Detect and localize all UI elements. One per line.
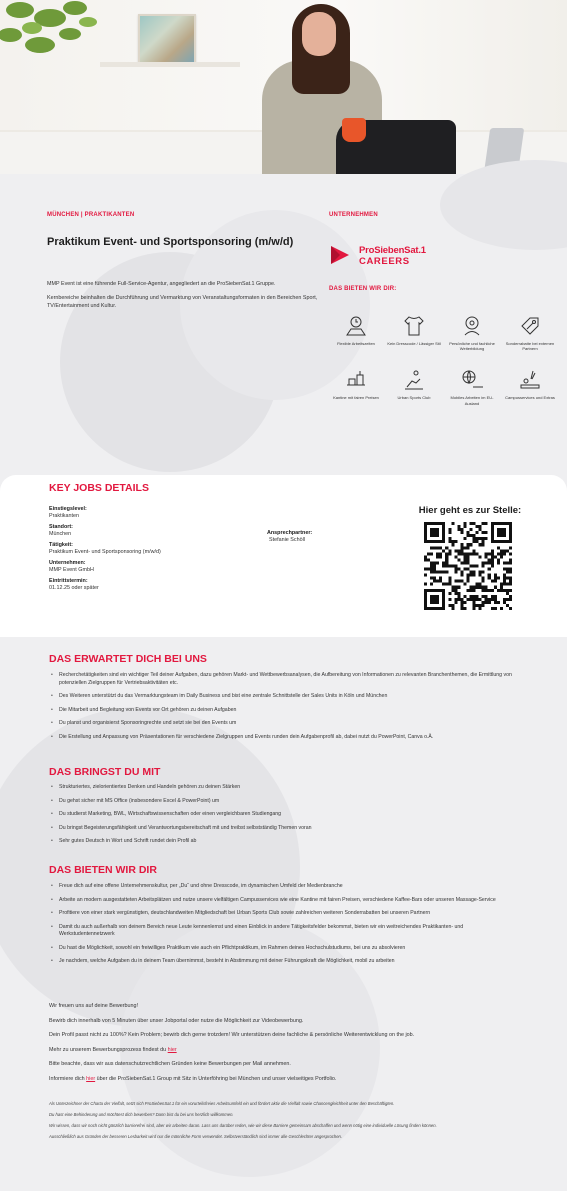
key-jobs-card <box>0 475 567 637</box>
fine-print: Als Unterzeichner der Charta der Vielfalt, setzt sich ProSiebenSat.1 für ein vorurteilsfreies Arbeitsumfeld ein und fördert aktiv die Vielfalt sowie Chancengleichheit unter den Beschäftigten. Du hast eine Behinderung und möchtest dich bewerben? Dann bist du bei uns herzlich willkommen. Wir wissen, dass wir noch nicht gänzlich barrierefrei sind, aber wir arbeiten daran. Lass uns darüber reden, wie wir diese Barriere gemeinsam abschaffen und wenn nötig eine individuelle Lösung finden können. Ausschließlich aus Gründen der besseren Lesbarkeit wird nur die männliche Form verwendet. Selbstverständlich sind immer alle Geschlechter angesprochen. <box>49 1101 437 1140</box>
detail-item: Eintrittstermin: 01.12.25 oder später <box>49 578 99 591</box>
benefits-label: DAS BIETEN WIR DIR: <box>329 286 397 292</box>
benefit-item: Sonderrabatte bei externen Partnern <box>503 313 557 351</box>
list-item: • Profitiere von einer stark vergünstigten, deutschlandweiten Mitgliedschaft bei Urban Sports Club sowie zahlreichen weiteren Sonderrabatten bei unseren Partnern <box>49 910 519 918</box>
benefit-item: Flexible Arbeitszeiten <box>329 313 383 351</box>
key-jobs-list <box>49 506 249 596</box>
list-item: • Je nachdem, welche Aufgaben du in deinem Team übernimmst, besteht in Abstimmung mit deiner Führungskraft die Möglichkeit, mobil zu arbeiten <box>49 958 519 966</box>
sports-club-icon <box>401 367 427 393</box>
intro-paragraph: MMP Event ist eine führende Full-Service-Agentur, angegliedert an die ProSiebenSat.1 Gruppe. <box>47 281 276 287</box>
benefit-grid <box>329 313 554 406</box>
list-item: • Strukturiertes, zielorientiertes Denken und Handeln gehören zu deinen Stärken <box>49 784 519 792</box>
qr-title: Hier geht es zur Stelle: <box>418 505 522 516</box>
detail-item: Einstiegslevel: Praktikanten <box>49 506 87 519</box>
list-item: • Freue dich auf eine offene Unternehmenskultur, per „Du“ und ohne Dresscode, im dynamischen Umfeld der Medienbranche <box>49 883 519 891</box>
list-item: • Du studierst Marketing, BWL, Wirtschaftswissenschaften oder einen vergleichbaren Studiengang <box>49 811 519 819</box>
offer-list <box>49 883 519 972</box>
contact-person: Ansprechpartner: Stefanie Schöll <box>267 530 313 543</box>
list-item: • Arbeite an modern ausgestatteten Arbeitsplätzen und nutze unsere vielfältigen Campusservices wie eine Kantine mit fairen Preisen, verschiedene Kaffee-Bars oder unseren Massage-Service <box>49 897 519 905</box>
remote-work-icon <box>459 367 485 393</box>
company-info-link[interactable]: hier <box>86 1075 96 1082</box>
job-intro <box>47 212 327 310</box>
dresscode-icon <box>401 313 427 339</box>
brand-sub: CAREERS <box>359 256 410 267</box>
brand-logo <box>329 244 554 268</box>
list-item: • Die Mitarbeit und Begleitung von Events vor Ort gehören zu deinen Aufgaben <box>49 707 519 715</box>
intro-paragraph: Kernbereiche beinhalten die Durchführung und Vermarktung von Veranstaltungsformaten in den Bereichen Sport, TV/Entertainment und Kultur. <box>47 295 318 310</box>
company-panel <box>329 212 554 292</box>
detail-item: Standort: München <box>49 524 73 537</box>
list-item: • Du bringst Begeisterungsfähigkeit und Verantwortungsbereitschaft mit und treibst selbstständig Themen voran <box>49 825 519 833</box>
benefit-item: Urban Sports Club <box>387 367 441 405</box>
qr-code[interactable] <box>424 522 512 610</box>
company-label: UNTERNEHMEN <box>329 212 378 218</box>
list-item: • Recherchetätigkeiten sind ein wichtiger Teil deiner Aufgaben, dazu gehören Markt- und Wettbewerbsanalysen, die Aufbereitung von Informationen zu relevanten Branchenthemen, die Ermittlung von potenziellen Zielgruppen für Vertriebsaktivitäten etc. <box>49 672 519 687</box>
canteen-icon <box>343 367 369 393</box>
training-icon <box>459 313 485 339</box>
mobile-work-icon <box>343 313 369 339</box>
list-item: • Die Erstellung und Anpassung von Präsentationen für verschiedene Zielgruppen und Events runden dein Aufgabenprofil ab, dabei nutzt du PowerPoint, Canva o.Ä. <box>49 734 519 742</box>
detail-item: Tätigkeit: Praktikum Event- und Sportsponsoring (m/w/d) <box>49 542 161 555</box>
key-jobs-title: KEY JOBS DETAILS <box>49 482 149 494</box>
application-process-link[interactable]: hier <box>167 1046 177 1053</box>
bring-title: DAS BRINGST DU MIT <box>49 766 161 778</box>
hero-image <box>0 0 567 174</box>
job-description <box>0 637 567 1191</box>
list-item: • Du hast die Möglichkeit, sowohl ein freiwilliges Praktikum wie auch ein Pflichtpraktikum, im Rahmen deines Hochschulstudiums, bei uns zu absolvieren <box>49 945 519 953</box>
benefit-item: Kantine mit fairen Preisen <box>329 367 383 405</box>
painting <box>138 14 196 64</box>
list-item: • Du gehst sicher mit MS Office (insbesondere Excel & PowerPoint) um <box>49 798 519 806</box>
list-item: • Des Weiteren unterstützt du das Vermarktungsteam im Daily Business und bist eine zentrale Schnittstelle der Sales Units in Köln und München <box>49 693 519 701</box>
list-item: • Du planst und organisierst Sponsoringrechte und setzt sie bei den Events um <box>49 720 519 728</box>
prosiebensat1-logo-icon <box>329 244 351 266</box>
mug <box>342 118 366 142</box>
expect-title: DAS ERWARTET DICH BEI UNS <box>49 653 207 665</box>
closing-text: Wir freuen uns auf deine Bewerbung! Bewirb dich innerhalb von 5 Minuten über unser Jobportal oder nutze die Möglichkeit zur Videobewerbung. Dein Profil passt nicht zu 100%? Kein Problem; bewirb dich gerne trotzdem! Wir unterstützen deine fachliche & persönliche Weiterentwicklung on the job. Mehr zu unserem Bewerbungsprozess findest du hier Bitte beachte, dass wir aus datenschutzrechtlichen Gründen keine Bewerbungen per Mail annehmen. Informiere dich hier über die ProSiebenSat.1 Group mit Sitz in Unterföhring bei München und unser vielseitiges Portfolio. <box>49 1003 415 1082</box>
benefit-item: Persönliche und fachliche Weiterbildung <box>445 313 499 351</box>
location-category-tag: MÜNCHEN | PRAKTIKANTEN <box>47 212 135 218</box>
list-item: • Sehr gutes Deutsch in Wort und Schrift rundet dein Profil ab <box>49 838 519 846</box>
massage-icon <box>517 367 543 393</box>
offer-title: DAS BIETEN WIR DIR <box>49 864 157 876</box>
brand-name: ProSiebenSat.1 <box>359 245 426 256</box>
benefit-item: Kein Dresscode / Lässiger Stil <box>387 313 441 351</box>
job-title: Praktikum Event- und Sportsponsoring (m/w/d) <box>47 236 294 248</box>
list-item: • Damit du auch außerhalb von deinem Bereich neue Leute kennenlernst und einen Einblick in andere Tätigkeitsfelder bekommst, bieten wir ein weitreichendes Praktikanten- und Werkstudentennetzwerk <box>49 924 519 939</box>
benefit-item: Mobiles Arbeiten im EU-Ausland <box>445 367 499 405</box>
plant-decoration <box>0 0 110 70</box>
bring-list <box>49 784 519 852</box>
expect-list <box>49 672 519 747</box>
benefit-item: Campusservices und Extras <box>503 367 557 405</box>
discount-icon <box>517 313 543 339</box>
detail-item: Unternehmen: MMP Event GmbH <box>49 560 94 573</box>
